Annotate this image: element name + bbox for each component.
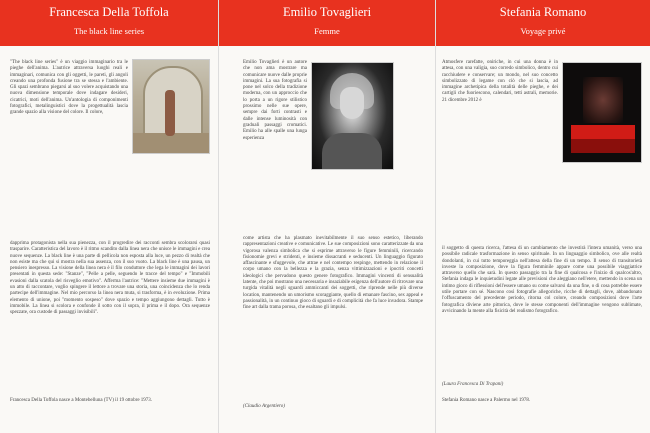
banner [0,0,218,46]
series-title: Femme [314,26,340,36]
credit-text: (Claudio Argentiero) [243,404,285,409]
footer-text: Francesca Della Toffola nasce a Montebelluna (TV) il 19 ottobre 1973. [10,398,153,403]
photo-arch-figure [133,60,209,153]
footer-text: Stefania Romano nasce a Palermo nel 1978. [442,398,531,403]
body-text: dapprima protagonista nella sua pienezza, con il progredire dei racconti sembra scolorarsi quasi trasparire. Caratteristica del lavoro è il ritmo scandito dalla linea nera che unisce le immagini e crea nuove sequenze. La black line è una parte di pellicola non esposta alla luce, un pezzo di realtà che non esiste ma che qui si mostra nella sua assenza, con il suo vuoto. La black line è una pausa, un pensiero inespresso. La visione della linea nera è il filo conduttore che lega le immagini dei lavori presentati in questa sede: "Stanze", "Pelle a pelle, seguendo le tracce del tempo" e "Immobili evasioni dalla scatola del risveglio emotivo". Afferma l'autrice: "Mettere insieme due immagini è un atto di raccontare, voglio spingere il lettore a trovare una storia, una coincidenza che lo renda partecipe dell'immagine. Nel mio percorso la linea nera muta, si trasforma, è in evoluzione. Prima elemento di unione, poi "momento sospeso" dove spazio e tempo aggiungono dettagli. Tutto è immobile. La linea si scolora e confonde il sotto con il sopra, il prima e il dopo. Ora sequenze spezzate, ora custode di passaggi invisibili". [10,241,210,316]
intro-text: "The black line series" è un viaggio immaginario tra le pieghe dell'anima. L'autrice attraversa luoghi reali e immaginari, comunica con gli oggetti, le pareti, gli angoli creando una profonda fusione tra se stessa e l'ambiente. Gli spazi sembrano piegarsi al suo volere acquistando una nuova dimensione temporale dove indagare desideri, cicatrici, moti dell'anima. Un'antologia di componimenti fotografici, metalinguistici dove la progettualità lascia grande spazio alla visione del colore. Il colore, [10,60,128,116]
column-della-toffola [0,0,219,433]
banner [436,0,650,46]
artist-name: Stefania Romano [499,5,587,19]
column-romano [436,0,650,433]
photo-portrait [312,63,393,169]
intro-text: Emilio Tovaglieri è un autore che non ama mostrare ma comunicare nuove dalle proprie immagini. La sua fotografia si pone nel solco della tradizione moderna, con un approccio che lo porta a un rigore stilistico prossimo nelle sue opere, sempre dai forti contrasti e dalle intense luminosità con graduali passaggi cromatici. Emilio ha alle spalle una lunga esperienza [243,60,307,141]
artist-name: Emilio Tovaglieri [282,5,372,19]
body-text: come artista che ha plasmato inevitabilmente il suo senso estetico, liberando rappresentazioni creative e comunicative. Le sue composizioni sono caratterizzate da una vigorosa valenza simbolica che si esprime attraverso le figure femminili, ricercando fisionomie grevi e stridenti, e insieme dissacranti e seducenti. Un linguaggio figurato affascinante e sfuggevole, che attrae e nel contempo respinge, mettendo in relazione il corpo umano con la bellezza e la grazia, senza vittimizzazioni e ipocriti concetti ideologici che pervadono questo genere fotografico. Immagini vincenti di sensualità latente, che poi mostrano una necessaria e insaziabile esigenza dell'autore di ritrovare una turgida vitalità negli sguardi ammiccanti dei soggetti, che riprende nelle più diverse location, mantenendo un umorismo scoraggiante, quello di emanare fascino, sex appeal e passionalità, in un continuo gioco di sguardi e di complicità che fa luce invadora. Stampe fine art dalla trama porosa, che esaltano gli impulsi. [243,236,423,311]
banner [219,0,435,46]
column-tovaglieri [219,0,436,433]
intro-text: Atmosfere rarefatte, oniriche, in cui una donna è in attesa, con una valigia, suo corredo simbolico, dentro cui racchiudere e conservare; un mondo, nel suo concetto simbolizzato di legame con ciò che si lascia, ad immagine archetipica della totalità delle pieghe, e dei cartigli che fuoriescono, calendari, tetti astrali, memorie. 21 dicembre 2012 è [442,60,558,103]
photo-red-room [563,63,641,162]
body-text: il soggetto di questa ricerca, l'attesa di un cambiamento che investirà l'intera umanità, verso una possibile radicale trasformazione in senso spirituale. In un linguaggio simbolico, ove alle realtà dondolanti, in cui tutto temporeggia nell'attesa della fine di un tempo. Il senso di transitorietà investe la composizione, dove la figura femminile appare come una possibile viaggiatrice attraverso quello che sarà. In questo passaggio tra la fine di qualcosa e l'inizio di qualcos'altro, Stefania indaga le inquietudini legate alle previsioni che aleggiano nell'etere, mettendo in scena un intimo gioco di riflessioni dell'essere umano su come salvarsi da una fine, o di cosa potrebbe essere utile portare con sé. Nascono così fotografie allegoriche, ricche di dettagli, dove, abbandonato l'offuscamento del precedente periodo, ritorna col colore, creando composizioni dove l'arte fotografica diviene arte pittorica, dove le stesse componenti dell'immagine vengono sublimate, avvicinando la mente alla fisicità del realismo fotografico. [442,246,642,314]
artist-name: Francesca Della Toffola [49,5,169,19]
credit-text: (Laura Francesca Di Trapani) [442,382,504,387]
series-title: The black line series [73,26,145,36]
series-title: Voyage privé [520,26,566,36]
